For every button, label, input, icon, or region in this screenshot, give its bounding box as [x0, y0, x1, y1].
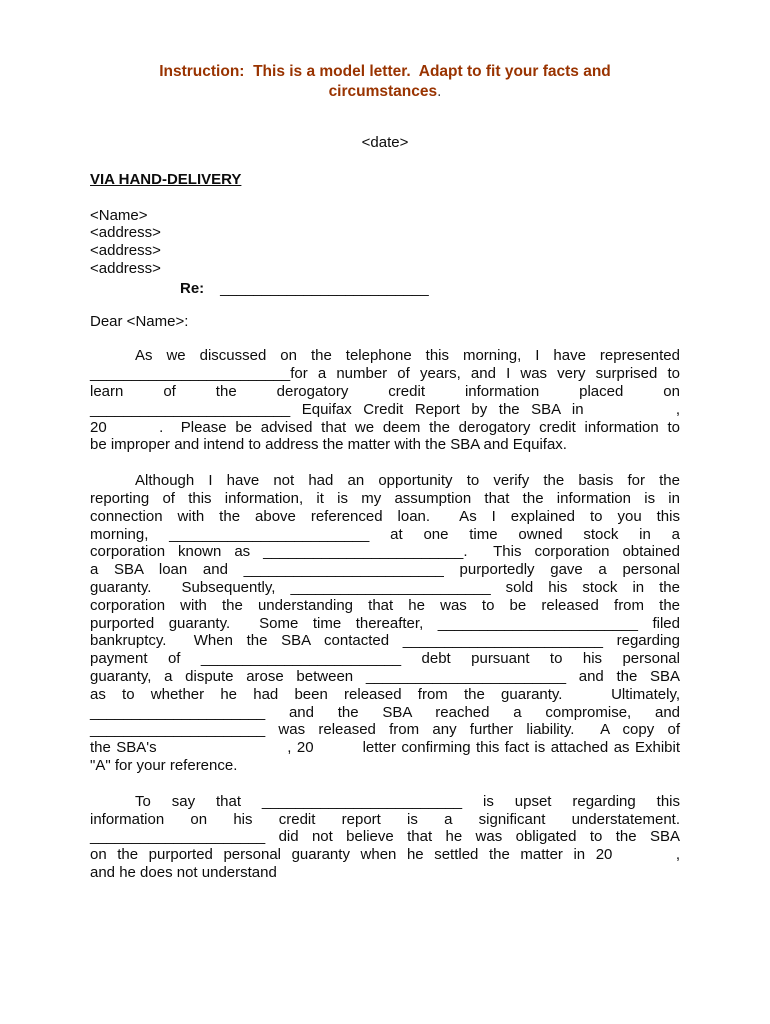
instruction-heading-line-1: Instruction: This is a model letter. Adapt to fit your facts and: [159, 63, 611, 80]
letter-line: guaranty, a dispute arose between ________________________ and the SBA: [90, 667, 680, 685]
recipient-name: <Name>: [90, 206, 148, 224]
recipient-address-line: <address>: [90, 242, 161, 260]
recipient-address-line: <address>: [90, 224, 161, 242]
delivery-method: VIA HAND-DELIVERY: [90, 170, 242, 188]
letter-line: corporation known as ________________________. This corporation obtained: [90, 543, 680, 561]
instruction-heading-period: .: [437, 83, 442, 100]
re-line: [90, 280, 680, 298]
paragraph-3: [90, 793, 680, 882]
letter-line: _____________________ was released from any further liability. A copy of: [90, 721, 680, 739]
letter-line: ________________________ Equifax Credit Report by the SBA in ,: [90, 400, 680, 418]
letter-line: bankruptcy. When the SBA contacted ________________________ regarding: [90, 632, 680, 650]
letter-line: 20 . Please be advised that we deem the derogatory credit information to: [90, 418, 680, 436]
letter-line: reporting of this information, it is my assumption that the information is in: [90, 489, 680, 507]
re-blank-field: _________________________: [220, 279, 429, 297]
letter-line: a SBA loan and ________________________ purportedly gave a personal: [90, 561, 680, 579]
letter-line: connection with the above referenced loan. As I explained to you this: [90, 507, 680, 525]
instruction-heading-line-2-text: circumstances: [328, 83, 438, 100]
letter-line: _____________________ and the SBA reached a compromise, and: [90, 703, 680, 721]
letter-line: as to whether he had been released from the guaranty. Ultimately,: [90, 685, 680, 703]
recipient-block: [90, 207, 680, 278]
letter-line: Although I have not had an opportunity to verify the basis for the: [135, 472, 680, 490]
letter-line: be improper and intend to address the matter with the SBA and Equifax.: [90, 436, 567, 454]
instruction-heading-line-2: [90, 82, 680, 102]
letter-line: ________________________for a number of years, and I was very surprised to: [90, 365, 680, 383]
letter-line: guaranty. Subsequently, ________________________ sold his stock in the: [90, 578, 680, 596]
letter-line: the SBA's , 20 letter confirming this fact is attached as Exhibit: [90, 739, 680, 757]
letter-line: To say that ________________________ is upset regarding this: [135, 792, 680, 810]
letter-line: corporation with the understanding that he was to be released from the: [90, 596, 680, 614]
letter-line: learn of the derogatory credit information placed on: [90, 382, 680, 400]
letter-line: and he does not understand: [90, 863, 277, 881]
salutation: Dear <Name>:: [90, 312, 189, 330]
letter-line: morning, ________________________ at one time owned stock in a: [90, 525, 680, 543]
letter-line: purported guaranty. Some time thereafter, ________________________ filed: [90, 614, 680, 632]
letter-line: information on his credit report is a significant understatement.: [90, 810, 680, 828]
letter-line: payment of ________________________ debt pursuant to his personal: [90, 650, 680, 668]
instruction-heading: [90, 62, 680, 102]
recipient-address-line: <address>: [90, 259, 161, 277]
letter-line: on the purported personal guaranty when he settled the matter in 20 ,: [90, 846, 680, 864]
re-label: Re:: [180, 279, 205, 297]
letter-line: "A" for your reference.: [90, 756, 238, 774]
letter-line: _____________________ did not believe that he was obligated to the SBA: [90, 828, 680, 846]
paragraph-1: [90, 347, 680, 454]
paragraph-2: [90, 472, 680, 775]
letter-line: As we discussed on the telephone this morning, I have represented: [135, 347, 680, 365]
date-placeholder: <date>: [361, 134, 409, 151]
